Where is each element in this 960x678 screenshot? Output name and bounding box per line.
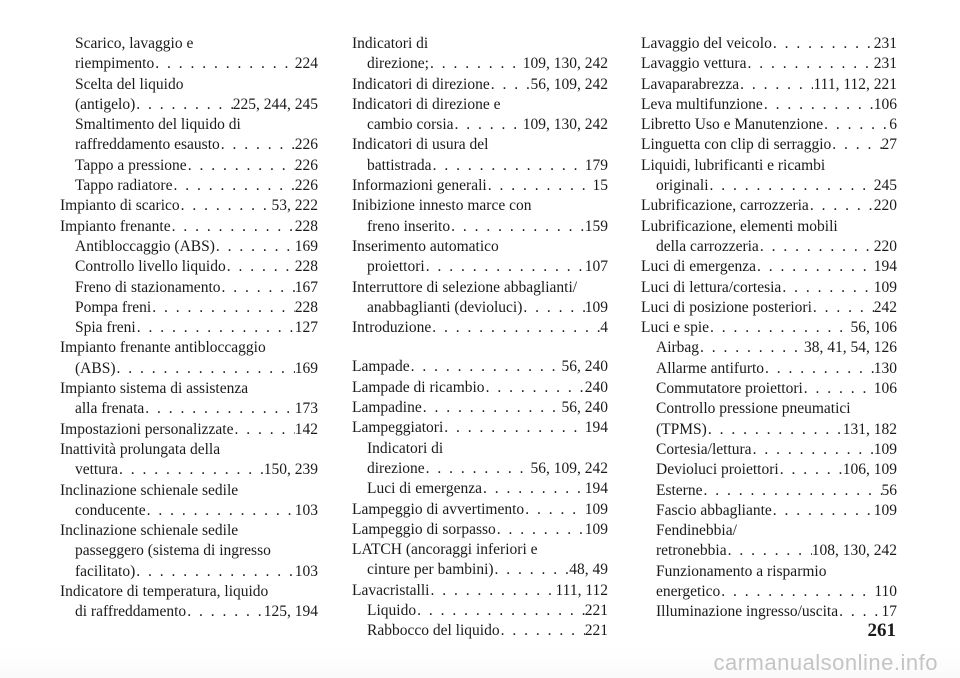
dot-leader [432, 156, 585, 176]
dot-leader [233, 420, 294, 440]
index-entry-text: passeggero (sistema di ingresso [75, 542, 271, 560]
page-reference: 228 [294, 298, 318, 316]
index-entry-text: Luci di emergenza [367, 480, 483, 498]
index-entry-text: Lavacristalli [352, 581, 430, 599]
dot-leader [226, 257, 295, 277]
page-reference: 107 [584, 258, 608, 276]
index-entry [60, 420, 318, 440]
index-entry [641, 156, 897, 197]
index-entry-text: Lubrificazione, carrozzeria [641, 197, 809, 215]
dot-leader [496, 520, 585, 540]
index-entry [352, 176, 608, 196]
index-entry-text: direzione [367, 459, 425, 477]
dot-leader [752, 440, 874, 460]
index-entry-text: Luci di lettura/cortesia [641, 278, 782, 296]
dot-leader [702, 481, 881, 501]
index-entry-text: Inclinazione schienale sedile [60, 522, 239, 540]
page-reference: 109 [873, 278, 897, 296]
dot-leader [524, 500, 585, 520]
index-entry-text: Impianto frenante antibloccaggio [60, 339, 266, 357]
dot-leader [763, 95, 874, 115]
index-subentry [352, 621, 608, 641]
index-entry-text: (ABS) [75, 359, 116, 377]
dot-leader [450, 217, 585, 237]
dot-leader [431, 318, 600, 338]
dot-leader [180, 196, 272, 216]
index-entry-text: direzione; [367, 55, 429, 73]
dot-leader [772, 34, 874, 54]
page-reference: 109 [584, 500, 608, 518]
index-entry [60, 481, 318, 522]
index-entry-text: Liquidi, lubrificanti e ricambi [641, 156, 826, 174]
index-entry-text: Impianto di scarico [60, 197, 180, 215]
index-entry-text: cambio corsia [367, 116, 454, 134]
index-entry-text: riempimento [75, 55, 155, 73]
page-reference: 231 [873, 55, 897, 73]
index-entry-text: Indicatore di temperatura, liquido [60, 583, 269, 601]
page-reference: 109 [873, 501, 897, 519]
index-entry [641, 318, 897, 338]
index-subentry [641, 460, 897, 480]
index-entry-text: energetico [656, 583, 721, 601]
page-reference: 225, 244, 245 [232, 95, 318, 113]
index-entry-text: Indicatori di usura del [352, 136, 489, 154]
index-entry-text: Illuminazione ingresso/uscita [656, 603, 839, 621]
index-entry-text: Informazioni generali [352, 177, 487, 195]
index-entry [60, 379, 318, 420]
dot-leader [172, 176, 294, 196]
page-reference: 6 [889, 116, 897, 134]
index-entry-text: Allarme antifurto [656, 359, 765, 377]
index-entry-text: Controllo pressione pneumatici [656, 400, 851, 418]
index-subentry [60, 115, 318, 156]
index-entry-text: Lubrificazione, elementi mobili [641, 217, 838, 235]
index-entry-text: Impianto frenante [60, 217, 171, 235]
index-entry-text: Libretto Uso e Manutenzione [641, 116, 824, 134]
index-entry [352, 135, 608, 176]
index-entry [352, 196, 608, 237]
dot-leader [487, 176, 593, 196]
page-reference: 108, 130, 242 [811, 542, 897, 560]
dot-leader [135, 562, 295, 582]
dot-leader [764, 359, 874, 379]
dot-leader [781, 278, 873, 298]
index-entry-text: Funzionamento a risparmio [656, 562, 827, 580]
page-reference: 221 [584, 602, 608, 620]
dot-leader [803, 379, 874, 399]
index-entry-text: Devioluci proiettori [656, 461, 779, 479]
index-entry-text: battistrada [367, 156, 432, 174]
page-reference: 231 [873, 35, 897, 52]
index-entry-text: Inserimento automatico [352, 237, 499, 255]
index-entry-text: Scelta del liquido [75, 75, 184, 93]
index-entry [352, 75, 608, 95]
index-entry-text: Cortesia/lettura [656, 440, 752, 458]
dot-leader [522, 298, 584, 318]
page-reference: 106 [873, 95, 897, 113]
dot-leader [171, 217, 295, 237]
dot-leader [720, 582, 874, 602]
dot-leader [485, 378, 585, 398]
index-column-2 [352, 34, 608, 642]
index-subentry [60, 318, 318, 338]
index-entry-text: Interruttore di selezione abbaglianti/ [352, 278, 578, 296]
index-entry-text: Esterne [656, 481, 703, 499]
index-entry [641, 278, 897, 298]
index-entry-text: Liquido [367, 602, 417, 620]
index-entry-text: Indicatori di direzione e [352, 95, 501, 113]
index-entry-text: Impianto sistema di assistenza [60, 380, 249, 398]
index-entry-text: della carrozzeria [656, 237, 759, 255]
page-reference: 53, 222 [271, 197, 318, 215]
index-entry [352, 278, 608, 319]
index-subentry [60, 75, 318, 116]
index-entry [641, 75, 897, 95]
index-entry-text: proiettori [367, 258, 425, 276]
page-reference: 167 [294, 278, 318, 296]
page-reference: 224 [294, 55, 318, 73]
index-entry [352, 540, 608, 581]
page-reference: 111, 112 [555, 581, 608, 599]
dot-leader [221, 278, 295, 298]
dot-leader [746, 54, 873, 74]
index-entry-text: Lavaggio vettura [641, 55, 747, 73]
dot-leader [831, 135, 881, 155]
index-subentry [641, 501, 897, 521]
dot-leader [772, 501, 874, 521]
index-entry-text: alla frenata [75, 400, 145, 418]
index-entry-text: Inattività prolungata della [60, 440, 221, 458]
dot-leader [779, 460, 843, 480]
page-reference: 150, 239 [263, 461, 318, 479]
page-reference: 56, 240 [561, 399, 608, 417]
index-entry-text: Smaltimento del liquido di [75, 116, 241, 134]
dot-leader [425, 257, 585, 277]
page-reference: 56, 106 [850, 319, 897, 337]
index-entry [352, 378, 608, 398]
dot-leader [709, 176, 874, 196]
page-reference: 194 [873, 258, 897, 276]
index-entry [352, 520, 608, 540]
page-reference: 103 [294, 501, 318, 519]
index-entry-text: di raffreddamento [75, 603, 187, 621]
dot-leader [494, 560, 570, 580]
index-entry-text: Controllo livello liquido [75, 258, 226, 276]
index-entry-text: raffreddamento esausto [75, 136, 220, 154]
index-entry-text: Lampeggiatori [352, 419, 444, 437]
index-subentry [60, 298, 318, 318]
index-subentry [641, 399, 897, 440]
page-reference: 131, 182 [842, 420, 897, 438]
index-entry [60, 440, 318, 481]
index-entry [352, 357, 608, 377]
index-subentry [60, 237, 318, 257]
index-subentry [641, 359, 897, 379]
index-entry-text: Linguetta con clip di serraggio [641, 136, 832, 154]
dot-leader [146, 501, 295, 521]
index-entry-text: anabbaglianti (devioluci) [367, 298, 523, 316]
index-entry-text: vettura [75, 461, 119, 479]
page-reference: 38, 41, 54, 126 [804, 339, 897, 357]
dot-leader [699, 338, 804, 358]
watermark-text: carmanualsonline.info [713, 650, 938, 675]
index-subentry [352, 601, 608, 621]
page-reference: 56 [881, 481, 897, 499]
dot-leader [186, 602, 264, 622]
page-reference: 194 [584, 480, 608, 498]
index-entry-text: Tappo a pressione [75, 156, 187, 174]
page-reference: 220 [873, 237, 897, 255]
index-subentry [641, 521, 897, 562]
index-entry [641, 257, 897, 277]
page-reference: 226 [294, 177, 318, 195]
index-entry-text: Fendinebbia/ [656, 522, 737, 540]
dot-leader [144, 399, 294, 419]
index-entry-text: originali [656, 177, 709, 195]
dot-leader [215, 237, 295, 257]
index-entry-text: Lampeggio di avvertimento [352, 500, 525, 518]
dot-leader [151, 298, 295, 318]
page-reference: 4 [600, 319, 608, 337]
dot-leader [416, 601, 585, 621]
dot-leader [709, 318, 850, 338]
index-entry-text: retronebbia [656, 542, 727, 560]
index-entry [60, 338, 318, 379]
dot-leader [425, 459, 531, 479]
index-subentry [352, 479, 608, 499]
index-entry-text: Tappo radiatore [75, 177, 173, 195]
index-subentry [641, 562, 897, 603]
page-reference: 221 [584, 622, 608, 640]
page-reference: 48, 49 [569, 561, 608, 579]
dot-leader [739, 75, 813, 95]
index-entry [60, 217, 318, 237]
index-entry [352, 581, 608, 601]
dot-leader [410, 357, 562, 377]
index-entry [352, 237, 608, 278]
index-entry [352, 418, 608, 438]
index-entry [352, 398, 608, 418]
dot-leader [187, 156, 295, 176]
dot-leader [422, 398, 562, 418]
index-column-3 [641, 34, 897, 623]
index-entry-text: Indicatori di [367, 439, 444, 457]
page-reference: 159 [584, 217, 608, 235]
index-entry [641, 298, 897, 318]
index-entry [352, 34, 608, 75]
index-letter-gap [352, 338, 608, 357]
dot-leader [135, 95, 232, 115]
dot-leader [812, 298, 874, 318]
index-entry [60, 521, 318, 582]
page-reference: 106, 109 [842, 461, 897, 479]
index-entry-text: freno inserito [367, 217, 451, 235]
index-entry [60, 196, 318, 216]
index-entry [352, 318, 608, 338]
page-reference: 109 [584, 298, 608, 316]
index-entry-text: Impostazioni personalizzate [60, 420, 234, 438]
page-reference: 106 [873, 380, 897, 398]
page-reference: 169 [294, 237, 318, 255]
page-reference: 169 [294, 359, 318, 377]
index-entry-text: Commutatore proiettori [656, 380, 803, 398]
dot-leader [118, 460, 264, 480]
index-entry-text: Introduzione [352, 319, 432, 337]
index-entry-text: Lampade [352, 358, 410, 376]
index-entry-text: (antigelo) [75, 95, 136, 113]
index-subentry [641, 602, 897, 622]
dot-leader [429, 54, 523, 74]
page-reference: 226 [294, 156, 318, 174]
index-entry-text: Fascio abbagliante [656, 501, 772, 519]
index-entry-text: Antibloccaggio (ABS) [75, 237, 215, 255]
page-reference: 56, 109, 242 [530, 459, 608, 477]
index-subentry [60, 156, 318, 176]
dot-leader [454, 115, 523, 135]
index-entry-text: Luci di emergenza [641, 258, 757, 276]
page-reference: 109 [584, 520, 608, 538]
dot-leader [759, 237, 874, 257]
page-reference: 27 [881, 136, 897, 154]
index-entry-text: (TPMS) [656, 420, 707, 438]
page-reference: 125, 194 [263, 603, 318, 621]
dot-leader [707, 420, 843, 440]
index-subentry [60, 176, 318, 196]
index-entry-text: Luci di posizione posteriori [641, 298, 812, 316]
index-entry-text: Lampade di ricambio [352, 378, 485, 396]
index-entry-text: Indicatori di [352, 35, 429, 52]
index-entry [60, 582, 318, 623]
page-reference: 109, 130, 242 [522, 55, 608, 73]
page-reference: 173 [294, 400, 318, 418]
dot-leader [490, 75, 531, 95]
page-number: 261 [867, 620, 896, 641]
page-reference: 17 [881, 603, 897, 621]
index-entry-text: Lavaggio del veicolo [641, 35, 772, 52]
index-entry-text: conducente [75, 501, 146, 519]
dot-leader [823, 115, 889, 135]
page-reference: 110 [874, 583, 897, 601]
index-entry-text: Lampadine [352, 399, 422, 417]
page-reference: 111, 112, 221 [813, 75, 897, 93]
dot-leader [809, 196, 874, 216]
page-reference: 194 [584, 419, 608, 437]
page-reference: 228 [294, 217, 318, 235]
index-entry-text: Leva multifunzione [641, 95, 763, 113]
page-reference: 142 [294, 420, 318, 438]
page-reference: 240 [584, 378, 608, 396]
index-subentry [641, 481, 897, 501]
index-entry [641, 115, 897, 135]
dot-leader [443, 418, 585, 438]
dot-leader [154, 54, 295, 74]
index-entry-text: cinture per bambini) [367, 561, 494, 579]
index-entry [641, 135, 897, 155]
page-reference: 220 [873, 197, 897, 215]
index-entry-text: Airbag [656, 339, 700, 357]
index-entry [352, 95, 608, 136]
dot-leader [756, 257, 874, 277]
index-entry [641, 54, 897, 74]
page-reference: 56, 109, 242 [530, 75, 608, 93]
page-reference: 56, 240 [561, 358, 608, 376]
dot-leader [115, 359, 294, 379]
dot-leader [220, 135, 295, 155]
page-reference: 127 [294, 319, 318, 337]
index-entry-text: Freno di stazionamento [75, 278, 221, 296]
page-reference: 179 [584, 156, 608, 174]
watermark-banner [0, 648, 960, 678]
index-entry-text: Pompa freni [75, 298, 152, 316]
index-entry [641, 217, 897, 258]
index-entry-text: Indicatori di direzione [352, 75, 490, 93]
index-subentry [641, 338, 897, 358]
page-reference: 109 [873, 440, 897, 458]
page-reference: 109, 130, 242 [522, 116, 608, 134]
dot-leader [727, 541, 812, 561]
index-entry-text: facilitato) [75, 562, 136, 580]
index-entry-text: Spia freni [75, 319, 136, 337]
index-subentry [60, 278, 318, 298]
index-entry [352, 500, 608, 520]
index-entry-text: Inclinazione schienale sedile [60, 481, 239, 499]
page-reference: 228 [294, 258, 318, 276]
index-entry [641, 34, 897, 54]
page-reference: 242 [873, 298, 897, 316]
index-entry-text: Lampeggio di sorpasso [352, 520, 496, 538]
index-entry-text: Lavaparabrezza [641, 75, 740, 93]
index-entry-text: Rabbocco del liquido [367, 622, 500, 640]
dot-leader [429, 581, 555, 601]
index-column-1 [60, 34, 318, 623]
dot-leader [500, 621, 585, 641]
index-subentry [60, 34, 318, 75]
dot-leader [136, 318, 295, 338]
index-entry-text: Luci e spie [641, 319, 710, 337]
page-reference: 130 [873, 359, 897, 377]
page-reference: 245 [873, 177, 897, 195]
index-entry [641, 95, 897, 115]
index-subentry [60, 257, 318, 277]
page-reference: 226 [294, 136, 318, 154]
index-subentry [352, 439, 608, 480]
page-reference: 103 [294, 562, 318, 580]
dot-leader [482, 479, 585, 499]
index-entry-text: Inibizione innesto marce con [352, 197, 532, 215]
index-subentry [641, 440, 897, 460]
index-entry [641, 196, 897, 216]
index-entry-text: LATCH (ancoraggi inferiori e [352, 541, 538, 559]
index-entry-text: Scarico, lavaggio e [75, 35, 194, 52]
index-subentry [641, 379, 897, 399]
page-reference: 15 [592, 177, 608, 195]
